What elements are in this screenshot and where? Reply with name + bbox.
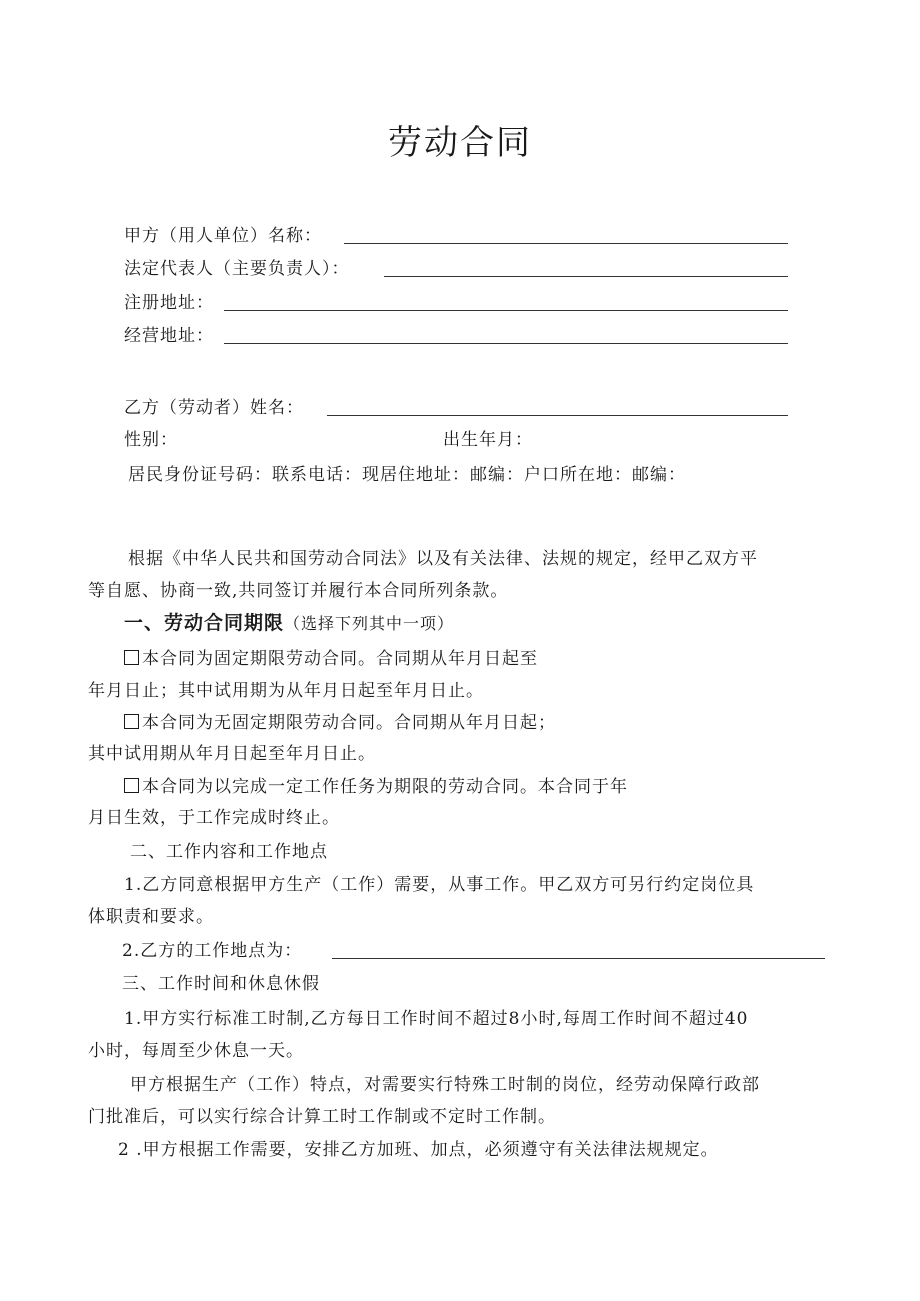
option-3-line-2: 月日生效，于工作完成时终止。: [88, 808, 340, 828]
section-2-heading: 二、工作内容和工作地点: [130, 842, 328, 862]
reg-address-label: 注册地址：: [124, 293, 214, 313]
legal-rep-label: 法定代表人（主要负责人）：: [124, 259, 350, 279]
section-3-para-line-1: 甲方根据生产（工作）特点，对需要实行特殊工时制的岗位，经劳动保障行政部: [130, 1075, 760, 1095]
birth-label: 出生年月：: [443, 430, 533, 450]
section-3-item-2-line-1: 2 .甲方根据工作需要，安排乙方加班、加点，必须遵守有关法律法规规定。: [118, 1140, 719, 1160]
section-1-note: （选择下列其中一项）: [284, 614, 455, 633]
option-2-checkbox[interactable]: [124, 714, 139, 729]
option-3-checkbox[interactable]: [124, 778, 139, 793]
reg-address-field[interactable]: [224, 310, 788, 311]
party-a-name-field[interactable]: [344, 243, 788, 244]
section-1-heading-row: [124, 611, 454, 636]
work-location-label: 2.乙方的工作地点为：: [122, 941, 303, 961]
biz-address-field[interactable]: [224, 343, 788, 344]
option-3-text: 本合同为以完成一定工作任务为期限的劳动合同。本合同于年: [142, 777, 628, 797]
party-b-name-label: 乙方（劳动者）姓名：: [124, 398, 304, 418]
party-b-info-line: 居民身份证号码：联系电话：现居住地址：邮编：户口所在地：邮编：: [128, 465, 686, 485]
legal-rep-field[interactable]: [384, 276, 788, 277]
section-3-item-1-line-2: 小时，每周至少休息一天。: [88, 1041, 304, 1061]
gender-label: 性别：: [124, 430, 178, 450]
party-a-name-label: 甲方（用人单位）名称：: [124, 226, 322, 246]
option-2-text: 本合同为无固定期限劳动合同。合同期从年月日起；: [142, 713, 556, 733]
intro-line-2: 等自愿、协商一致,共同签订并履行本合同所列条款。: [88, 581, 509, 601]
option-2-row: [124, 711, 556, 735]
section-3-item-1-line-1: 1.甲方实行标准工时制,乙方每日工作时间不超过8小时,每周工作时间不超过40: [124, 1009, 749, 1029]
party-b-name-field[interactable]: [327, 415, 788, 416]
option-2-line-2: 其中试用期从年月日起至年月日止。: [88, 744, 376, 764]
option-1-checkbox[interactable]: [124, 650, 139, 665]
section-2-item-1-line-1: 1.乙方同意根据甲方生产（工作）需要，从事工作。甲乙双方可另行约定岗位具: [124, 875, 755, 895]
document-title: 劳动合同: [388, 123, 532, 163]
section-2-item-1-line-2: 体职责和要求。: [88, 907, 214, 927]
section-1-heading: 一、劳动合同期限: [124, 612, 285, 634]
section-3-heading: 三、工作时间和休息休假: [122, 974, 320, 994]
option-1-text: 本合同为固定期限劳动合同。合同期从年月日起至: [142, 649, 538, 669]
option-3-row: [124, 775, 628, 799]
option-1-row: [124, 647, 538, 671]
biz-address-label: 经营地址：: [124, 326, 214, 346]
section-3-para-line-2: 门批准后，可以实行综合计算工时工作制或不定时工作制。: [88, 1107, 556, 1127]
intro-line-1: 根据《中华人民共和国劳动合同法》以及有关法律、法规的规定，经甲乙双方平: [128, 549, 758, 569]
work-location-field[interactable]: [332, 958, 825, 959]
option-1-line-2: 年月日止；其中试用期为从年月日起至年月日止。: [88, 681, 484, 701]
